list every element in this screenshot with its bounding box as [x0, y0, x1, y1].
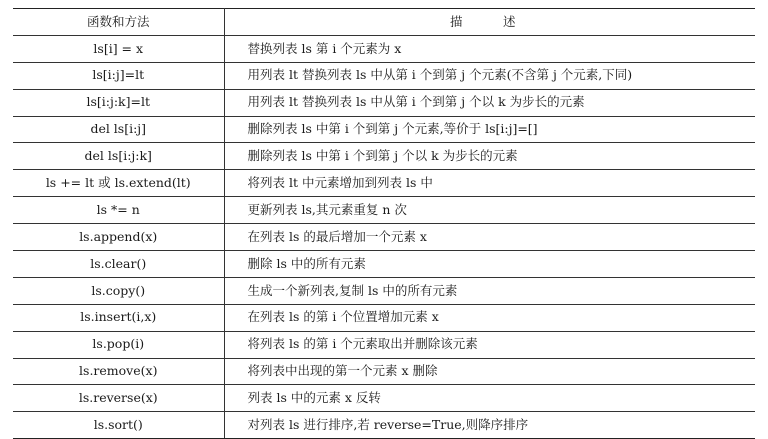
- table-row: [13, 385, 755, 412]
- func-cell: ls += lt 或 ls.extend(lt): [13, 170, 224, 197]
- func-cell: del ls[i:j:k]: [13, 143, 224, 170]
- desc-cell: 生成一个新列表,复制 ls 中的所有元素: [224, 277, 755, 304]
- desc-cell: 在列表 ls 的第 i 个位置增加元素 x: [224, 304, 755, 331]
- func-cell: ls.sort(): [13, 412, 224, 439]
- table-body: [13, 35, 755, 438]
- desc-cell: 对列表 ls 进行排序,若 reverse=True,则降序排序: [224, 412, 755, 439]
- desc-cell: 删除 ls 中的所有元素: [224, 251, 755, 278]
- desc-cell: 将列表中出现的第一个元素 x 删除: [224, 358, 755, 385]
- func-cell: ls.insert(i,x): [13, 304, 224, 331]
- desc-cell: 删除列表 ls 中第 i 个到第 j 个元素,等价于 ls[i:j]=[]: [224, 116, 755, 143]
- func-cell: ls *= n: [13, 197, 224, 224]
- func-cell: ls.reverse(x): [13, 385, 224, 412]
- table-row: [13, 277, 755, 304]
- table-row: [13, 412, 755, 439]
- func-cell: ls[i] = x: [13, 35, 224, 62]
- table-row: [13, 35, 755, 62]
- func-cell: del ls[i:j]: [13, 116, 224, 143]
- desc-cell: 用列表 lt 替换列表 ls 中从第 i 个到第 j 个元素(不含第 j 个元素,下同): [224, 62, 755, 89]
- desc-cell: 将列表 lt 中元素增加到列表 ls 中: [224, 170, 755, 197]
- desc-cell: 列表 ls 中的元素 x 反转: [224, 385, 755, 412]
- list-methods-table-container: [13, 8, 755, 439]
- list-methods-table: [13, 8, 755, 439]
- func-cell: ls.append(x): [13, 224, 224, 251]
- func-cell: ls[i:j]=lt: [13, 62, 224, 89]
- table-header: [13, 9, 755, 36]
- header-desc: 描 述: [224, 9, 755, 36]
- desc-cell: 将列表 ls 的第 i 个元素取出并删除该元素: [224, 331, 755, 358]
- table-row: [13, 197, 755, 224]
- table-row: [13, 143, 755, 170]
- table-row: [13, 251, 755, 278]
- func-cell: ls.remove(x): [13, 358, 224, 385]
- header-func: 函数和方法: [13, 9, 224, 36]
- table-row: [13, 358, 755, 385]
- table-row: [13, 89, 755, 116]
- func-cell: ls.clear(): [13, 251, 224, 278]
- table-row: [13, 62, 755, 89]
- func-cell: ls[i:j:k]=lt: [13, 89, 224, 116]
- func-cell: ls.pop(i): [13, 331, 224, 358]
- func-cell: ls.copy(): [13, 277, 224, 304]
- table-row: [13, 331, 755, 358]
- desc-cell: 用列表 lt 替换列表 ls 中从第 i 个到第 j 个以 k 为步长的元素: [224, 89, 755, 116]
- header-row: [13, 9, 755, 36]
- desc-cell: 在列表 ls 的最后增加一个元素 x: [224, 224, 755, 251]
- table-row: [13, 116, 755, 143]
- desc-cell: 删除列表 ls 中第 i 个到第 j 个以 k 为步长的元素: [224, 143, 755, 170]
- table-row: [13, 304, 755, 331]
- desc-cell: 替换列表 ls 第 i 个元素为 x: [224, 35, 755, 62]
- desc-cell: 更新列表 ls,其元素重复 n 次: [224, 197, 755, 224]
- table-row: [13, 170, 755, 197]
- table-row: [13, 224, 755, 251]
